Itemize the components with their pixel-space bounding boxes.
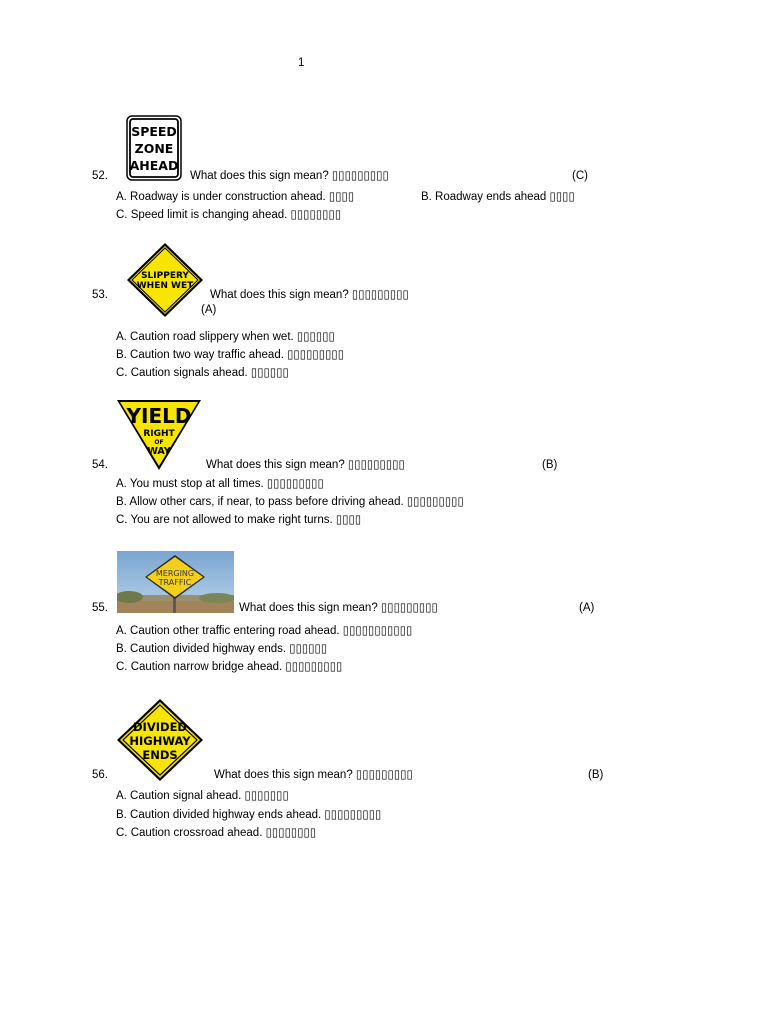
- option-a: A. Caution signal ahead. ▯▯▯▯▯▯▯: [116, 790, 289, 802]
- option-b: B. Caution divided highway ends. ▯▯▯▯▯▯: [116, 643, 328, 655]
- option-b: B. Caution divided highway ends ahead. ▯▯▯▯▯▯▯▯▯: [116, 809, 382, 821]
- option-c: C. Caution crossroad ahead. ▯▯▯▯▯▯▯▯: [116, 827, 317, 839]
- sign-text-line: WAY: [147, 446, 171, 457]
- option-c: C. Caution narrow bridge ahead. ▯▯▯▯▯▯▯▯▯: [116, 661, 343, 673]
- question-text: What does this sign mean? ▯▯▯▯▯▯▯▯▯: [210, 289, 409, 301]
- sign-text-line: YIELD: [126, 404, 192, 428]
- divided-highway-ends-sign-icon: [116, 698, 204, 782]
- sign-text-line: DIVIDED: [133, 720, 187, 734]
- question-number: 55.: [92, 602, 108, 614]
- option-c: C. You are not allowed to make right turns. ▯▯▯▯: [116, 514, 362, 526]
- question-text: What does this sign mean? ▯▯▯▯▯▯▯▯▯: [239, 602, 438, 614]
- speed-zone-ahead-sign-icon: [126, 115, 182, 181]
- yield-right-of-way-sign-icon: [116, 399, 202, 471]
- sign-text-line: WHEN WET: [136, 281, 194, 291]
- question-number: 54.: [92, 459, 108, 471]
- option-c: C. Caution signals ahead. ▯▯▯▯▯▯: [116, 367, 289, 379]
- option-b: B. Caution two way traffic ahead. ▯▯▯▯▯▯▯▯▯: [116, 349, 345, 361]
- question-text: What does this sign mean? ▯▯▯▯▯▯▯▯▯: [190, 170, 389, 182]
- question-text: What does this sign mean? ▯▯▯▯▯▯▯▯▯: [214, 769, 413, 781]
- sign-text-line: TRAFFIC: [158, 578, 192, 587]
- merging-traffic-sign-photo-icon: [117, 551, 234, 613]
- sign-text-line: RIGHT: [143, 429, 175, 439]
- sign-text-line: HIGHWAY: [129, 734, 191, 748]
- option-a: A. Caution other traffic entering road ahead. ▯▯▯▯▯▯▯▯▯▯▯: [116, 625, 413, 637]
- answer-key: (A): [201, 304, 217, 316]
- option-b: B. Allow other cars, if near, to pass before driving ahead. ▯▯▯▯▯▯▯▯▯: [116, 496, 464, 508]
- option-c: C. Speed limit is changing ahead. ▯▯▯▯▯▯▯▯: [116, 209, 342, 221]
- sign-text-line: SPEED: [131, 124, 177, 139]
- sign-text-line: SLIPPERY: [141, 271, 189, 281]
- sign-text-line: ENDS: [142, 748, 178, 762]
- answer-key: (B): [588, 769, 604, 781]
- sign-text-line: ZONE: [134, 141, 174, 156]
- question-text: What does this sign mean? ▯▯▯▯▯▯▯▯▯: [206, 459, 405, 471]
- option-a: A. You must stop at all times. ▯▯▯▯▯▯▯▯▯: [116, 478, 324, 490]
- option-a: A. Roadway is under construction ahead. ▯▯▯▯: [116, 191, 355, 203]
- answer-key: (A): [579, 602, 595, 614]
- option-b: B. Roadway ends ahead ▯▯▯▯: [421, 191, 575, 203]
- question-number: 52.: [92, 170, 108, 182]
- sign-text-line: AHEAD: [129, 158, 179, 173]
- answer-key: (B): [542, 459, 558, 471]
- sign-text-line: MERGING: [155, 569, 195, 578]
- question-number: 56.: [92, 769, 108, 781]
- slippery-when-wet-sign-icon: [126, 242, 204, 318]
- sign-text-line: OF: [154, 439, 164, 446]
- answer-key: (C): [572, 170, 588, 182]
- question-number: 53.: [92, 289, 108, 301]
- option-a: A. Caution road slippery when wet. ▯▯▯▯▯▯: [116, 331, 335, 343]
- page-number: 1: [298, 57, 305, 69]
